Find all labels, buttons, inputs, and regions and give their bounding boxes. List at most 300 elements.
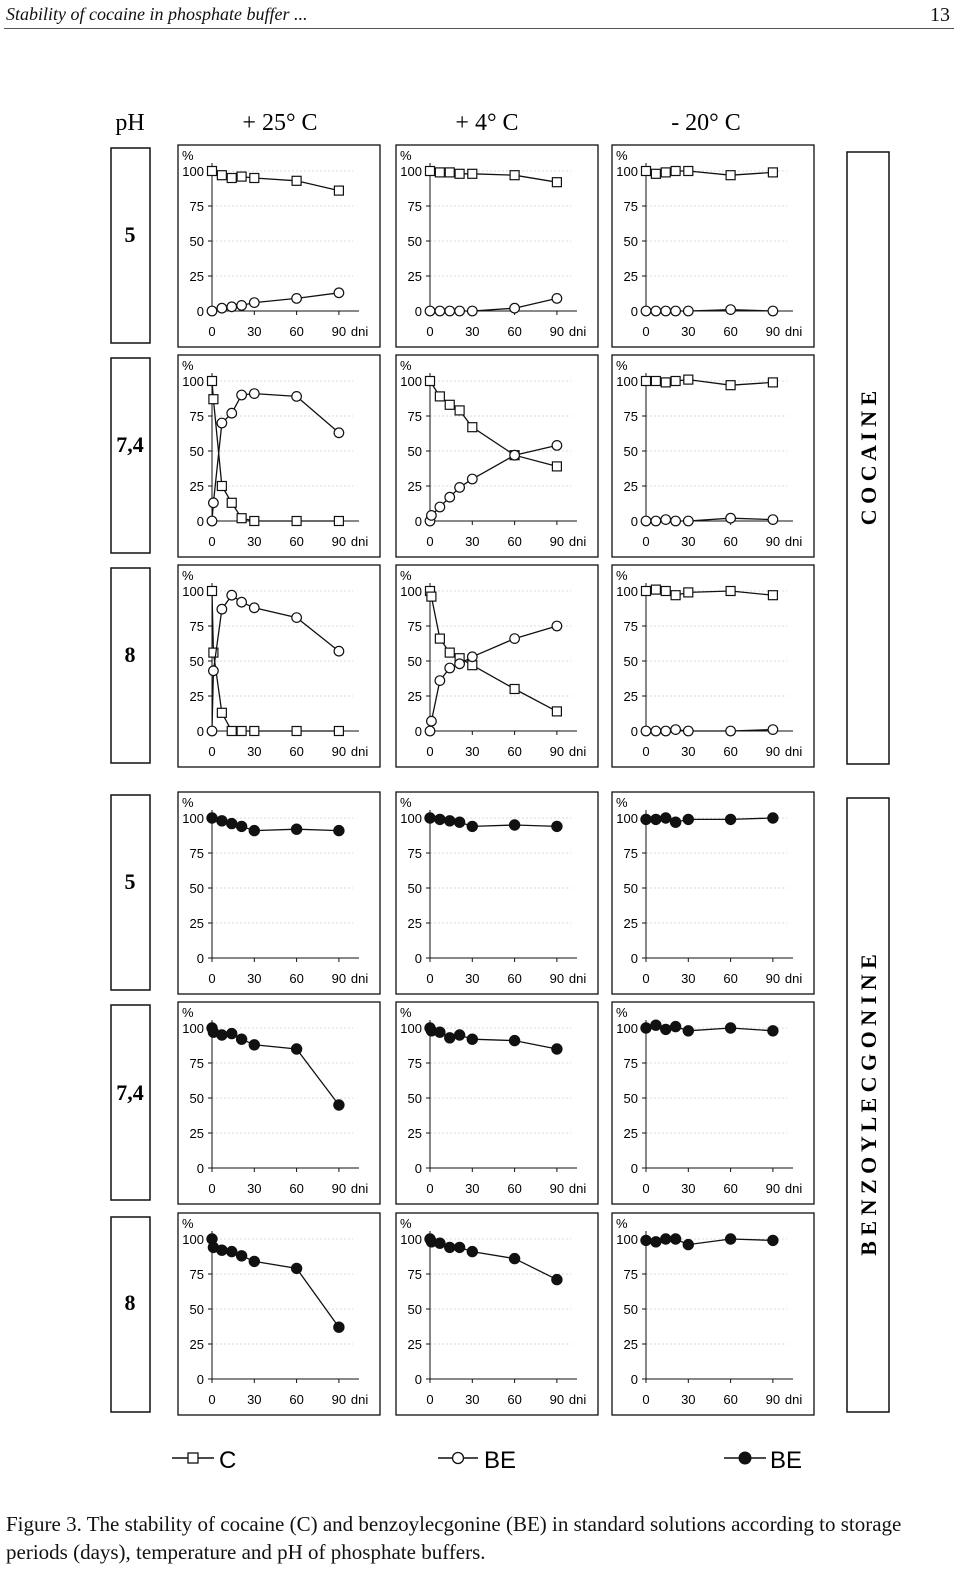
data-point-be — [454, 817, 464, 827]
panel-be-ph5-t25 — [178, 792, 380, 994]
x-tick-label: 60 — [507, 1392, 522, 1407]
x-tick-label: 30 — [681, 971, 696, 986]
data-point-be — [683, 1239, 693, 1249]
y-tick-label: 25 — [407, 1126, 422, 1141]
x-tick-label: 60 — [507, 744, 522, 759]
data-point-c — [455, 406, 464, 415]
x-tick-label: 90 — [765, 534, 781, 549]
data-point-c — [227, 727, 236, 736]
data-point-c — [237, 727, 246, 736]
x-tick-label: 30 — [247, 1181, 262, 1196]
x-tick-label: 0 — [208, 744, 216, 759]
data-point-be — [217, 604, 227, 614]
panel-be-ph74-t25 — [178, 1002, 380, 1204]
x-tick-label: 30 — [681, 1181, 696, 1196]
y-tick-label: 0 — [414, 724, 422, 739]
data-point-be — [726, 513, 736, 523]
y-tick-label: 25 — [189, 689, 204, 704]
y-unit-label: % — [182, 1005, 194, 1020]
data-point-be — [661, 1024, 671, 1034]
figure-caption: Figure 3. The stability of cocaine (C) and benzoylecgonine (BE) in standard solutions according to storage periods (days), temperature and pH of phosphate buffers. — [6, 1512, 902, 1564]
x-tick-label: 0 — [426, 534, 434, 549]
data-point-be — [768, 515, 778, 525]
x-unit-label: dni — [350, 971, 369, 986]
y-tick-label: 25 — [407, 479, 422, 494]
x-tick-label: 90 — [331, 324, 347, 339]
data-point-be — [207, 516, 217, 526]
data-point-be — [725, 1023, 735, 1033]
y-unit-label: % — [616, 1216, 628, 1231]
y-tick-label: 100 — [182, 164, 204, 179]
data-point-c — [455, 169, 464, 178]
y-tick-label: 25 — [623, 1337, 638, 1352]
x-tick-label: 90 — [765, 1181, 781, 1196]
y-tick-label: 100 — [616, 811, 638, 826]
data-point-be — [236, 821, 246, 831]
data-point-be — [670, 1021, 680, 1031]
data-point-be — [467, 1246, 477, 1256]
data-point-be — [641, 1023, 651, 1033]
data-point-be — [725, 1234, 735, 1244]
x-tick-label: 60 — [507, 1181, 522, 1196]
data-point-be — [651, 1020, 661, 1030]
y-tick-label: 75 — [189, 846, 204, 861]
x-tick-label: 30 — [681, 744, 696, 759]
data-point-be — [425, 306, 435, 316]
data-point-be — [217, 1245, 227, 1255]
y-tick-label: 50 — [623, 1302, 638, 1317]
y-unit-label: % — [182, 795, 194, 810]
ph-label-be-8: 8 — [124, 1290, 136, 1315]
data-point-be — [292, 613, 302, 623]
y-tick-label: 75 — [623, 1267, 638, 1282]
data-point-be — [334, 428, 344, 438]
y-tick-label: 0 — [196, 514, 204, 529]
data-point-be — [425, 813, 435, 823]
data-point-c — [768, 591, 777, 600]
data-point-be — [684, 306, 694, 316]
y-tick-label: 100 — [182, 584, 204, 599]
legend-label-be-open: BE — [484, 1447, 517, 1474]
x-tick-label: 0 — [208, 1392, 216, 1407]
data-point-be — [227, 1028, 237, 1038]
y-tick-label: 100 — [616, 164, 638, 179]
y-tick-label: 75 — [189, 619, 204, 634]
data-point-be — [468, 474, 478, 484]
data-point-c — [237, 172, 246, 181]
y-unit-label: % — [182, 358, 194, 373]
data-point-be — [726, 305, 736, 315]
data-point-c — [208, 377, 217, 386]
data-point-c — [661, 587, 670, 596]
data-point-be — [445, 663, 455, 673]
x-unit-label: dni — [350, 324, 369, 339]
data-point-be — [670, 817, 680, 827]
data-point-be — [641, 726, 651, 736]
data-point-be — [291, 1263, 301, 1273]
y-tick-label: 100 — [182, 1021, 204, 1036]
data-point-be — [237, 390, 247, 400]
y-tick-label: 75 — [623, 1056, 638, 1071]
page-number: 13 — [930, 4, 950, 26]
data-point-be — [661, 726, 671, 736]
data-point-be — [509, 1253, 519, 1263]
data-point-be — [651, 1237, 661, 1247]
data-point-c — [642, 167, 651, 176]
data-point-be — [292, 392, 302, 402]
x-tick-label: 30 — [465, 1181, 480, 1196]
data-point-be — [250, 603, 260, 613]
data-point-be — [641, 1235, 651, 1245]
data-point-c — [250, 517, 259, 526]
y-tick-label: 50 — [407, 1302, 422, 1317]
data-point-be — [445, 1033, 455, 1043]
data-point-c — [435, 392, 444, 401]
x-unit-label: dni — [568, 971, 587, 986]
y-tick-label: 25 — [623, 479, 638, 494]
x-tick-label: 60 — [289, 744, 304, 759]
data-point-c — [671, 377, 680, 386]
x-tick-label: 60 — [289, 1181, 304, 1196]
data-point-c — [292, 727, 301, 736]
panel-c-ph5-t4 — [396, 145, 598, 347]
x-tick-label: 90 — [765, 1392, 781, 1407]
x-unit-label: dni — [568, 1181, 587, 1196]
data-point-be — [455, 659, 465, 669]
data-point-c — [217, 708, 226, 717]
data-point-be — [334, 825, 344, 835]
data-point-be — [651, 726, 661, 736]
y-unit-label: % — [616, 1005, 628, 1020]
panel-be-ph5-t4 — [396, 792, 598, 994]
y-tick-label: 0 — [196, 304, 204, 319]
x-tick-label: 90 — [549, 971, 565, 986]
legend-label-be-filled: BE — [770, 1447, 803, 1474]
y-tick-label: 0 — [630, 514, 638, 529]
y-tick-label: 100 — [616, 374, 638, 389]
data-point-be — [552, 1044, 562, 1054]
x-tick-label: 0 — [426, 324, 434, 339]
data-point-be — [684, 516, 694, 526]
data-point-be — [217, 418, 227, 428]
data-point-c — [661, 378, 670, 387]
x-tick-label: 0 — [642, 1181, 650, 1196]
data-point-be — [509, 1035, 519, 1045]
data-point-be — [227, 408, 237, 418]
data-point-c — [684, 588, 693, 597]
x-tick-label: 60 — [723, 971, 738, 986]
y-unit-label: % — [400, 795, 412, 810]
data-point-c — [435, 168, 444, 177]
y-tick-label: 100 — [400, 584, 422, 599]
data-point-c — [445, 400, 454, 409]
y-tick-label: 50 — [189, 1091, 204, 1106]
data-point-be — [209, 666, 219, 676]
x-tick-label: 90 — [549, 1392, 565, 1407]
x-tick-label: 90 — [331, 1181, 347, 1196]
x-tick-label: 60 — [289, 324, 304, 339]
temp-label-minus20: - 20° C — [671, 110, 741, 136]
panel-be-ph8-t25 — [178, 1213, 380, 1415]
data-point-be — [227, 818, 237, 828]
y-tick-label: 75 — [407, 846, 422, 861]
y-tick-label: 25 — [623, 916, 638, 931]
x-tick-label: 90 — [765, 324, 781, 339]
x-tick-label: 0 — [642, 534, 650, 549]
data-point-c — [292, 176, 301, 185]
data-point-c — [468, 423, 477, 432]
data-point-c — [642, 377, 651, 386]
data-point-be — [683, 1026, 693, 1036]
data-point-be — [768, 1026, 778, 1036]
data-point-be — [249, 1256, 259, 1266]
y-tick-label: 50 — [407, 1091, 422, 1106]
x-tick-label: 0 — [426, 1392, 434, 1407]
y-tick-label: 75 — [407, 199, 422, 214]
x-tick-label: 90 — [331, 971, 347, 986]
x-tick-label: 60 — [507, 324, 522, 339]
x-unit-label: dni — [784, 1181, 803, 1196]
data-point-be — [435, 502, 445, 512]
data-point-be — [651, 814, 661, 824]
x-tick-label: 0 — [208, 971, 216, 986]
data-point-c — [552, 462, 561, 471]
x-tick-label: 60 — [289, 534, 304, 549]
data-point-be — [334, 1322, 344, 1332]
data-point-be — [334, 288, 344, 298]
data-point-be — [227, 1246, 237, 1256]
x-tick-label: 0 — [642, 971, 650, 986]
data-point-be — [445, 1242, 455, 1252]
panel-be-ph8-tminus20 — [612, 1213, 814, 1415]
data-point-c — [334, 186, 343, 195]
data-point-be — [227, 302, 237, 312]
data-point-be — [468, 652, 478, 662]
y-tick-label: 50 — [623, 444, 638, 459]
ph-label-be-5: 5 — [124, 869, 136, 894]
data-point-be — [455, 306, 465, 316]
y-tick-label: 0 — [630, 1161, 638, 1176]
data-point-be — [467, 821, 477, 831]
data-point-be — [651, 516, 661, 526]
y-tick-label: 50 — [623, 654, 638, 669]
y-tick-label: 25 — [189, 479, 204, 494]
y-tick-label: 75 — [407, 619, 422, 634]
y-tick-label: 75 — [189, 1267, 204, 1282]
data-point-be — [291, 1044, 301, 1054]
y-tick-label: 25 — [189, 269, 204, 284]
x-unit-label: dni — [784, 534, 803, 549]
y-unit-label: % — [400, 1005, 412, 1020]
x-tick-label: 60 — [289, 971, 304, 986]
data-point-be — [435, 1238, 445, 1248]
ph-label-cocaine-74: 7,4 — [116, 432, 144, 457]
y-unit-label: % — [400, 1216, 412, 1231]
x-tick-label: 90 — [331, 1392, 347, 1407]
x-unit-label: dni — [784, 324, 803, 339]
y-tick-label: 0 — [196, 1161, 204, 1176]
data-point-be — [207, 306, 217, 316]
data-point-c — [209, 395, 218, 404]
y-tick-label: 50 — [189, 444, 204, 459]
x-unit-label: dni — [350, 1392, 369, 1407]
panel-c-ph5-t25 — [178, 145, 380, 347]
side-label-cocaine: C O C A I N E — [856, 390, 881, 526]
y-unit-label: % — [616, 148, 628, 163]
y-tick-label: 25 — [189, 1337, 204, 1352]
y-tick-label: 75 — [407, 409, 422, 424]
data-point-c — [671, 167, 680, 176]
data-point-c — [768, 378, 777, 387]
data-point-be — [249, 825, 259, 835]
data-point-be — [641, 306, 651, 316]
y-tick-label: 25 — [407, 269, 422, 284]
data-point-be — [651, 306, 661, 316]
x-tick-label: 30 — [247, 971, 262, 986]
x-tick-label: 30 — [465, 324, 480, 339]
data-point-be — [236, 1251, 246, 1261]
x-unit-label: dni — [350, 534, 369, 549]
y-tick-label: 75 — [623, 846, 638, 861]
y-unit-label: % — [616, 795, 628, 810]
data-point-be — [670, 1234, 680, 1244]
data-point-be — [427, 511, 437, 521]
x-tick-label: 30 — [681, 1392, 696, 1407]
temp-label-4: + 4° C — [455, 110, 519, 136]
data-point-c — [334, 727, 343, 736]
data-point-be — [725, 814, 735, 824]
y-unit-label: % — [616, 568, 628, 583]
data-point-be — [510, 303, 520, 313]
y-tick-label: 100 — [616, 1021, 638, 1036]
x-unit-label: dni — [568, 1392, 587, 1407]
data-point-c — [334, 517, 343, 526]
y-tick-label: 75 — [407, 1267, 422, 1282]
data-point-be — [661, 306, 671, 316]
y-tick-label: 50 — [623, 1091, 638, 1106]
x-tick-label: 60 — [723, 1392, 738, 1407]
data-point-be — [768, 813, 778, 823]
ph-label-cocaine-8: 8 — [124, 642, 136, 667]
data-point-be — [237, 301, 247, 311]
y-tick-label: 25 — [407, 689, 422, 704]
panel-c-ph8-t4 — [396, 565, 598, 767]
y-tick-label: 0 — [630, 724, 638, 739]
data-point-be — [671, 516, 681, 526]
panel-be-ph74-t4 — [396, 1002, 598, 1204]
data-point-be — [552, 821, 562, 831]
x-tick-label: 60 — [507, 534, 522, 549]
x-tick-label: 0 — [642, 1392, 650, 1407]
x-tick-label: 90 — [549, 744, 565, 759]
x-tick-label: 0 — [208, 534, 216, 549]
y-tick-label: 75 — [623, 409, 638, 424]
y-tick-label: 50 — [407, 881, 422, 896]
y-unit-label: % — [616, 358, 628, 373]
x-tick-label: 0 — [208, 1181, 216, 1196]
data-point-be — [435, 676, 445, 686]
data-point-c — [726, 587, 735, 596]
x-tick-label: 60 — [507, 971, 522, 986]
data-point-be — [552, 621, 562, 631]
y-tick-label: 0 — [414, 1372, 422, 1387]
data-point-c — [651, 169, 660, 178]
data-point-be — [227, 590, 237, 600]
data-point-be — [454, 1030, 464, 1040]
y-tick-label: 0 — [630, 1372, 638, 1387]
data-point-be — [552, 441, 562, 451]
data-point-be — [250, 298, 260, 308]
y-tick-label: 75 — [189, 199, 204, 214]
y-tick-label: 100 — [182, 374, 204, 389]
data-point-c — [426, 377, 435, 386]
data-point-c — [435, 634, 444, 643]
x-tick-label: 0 — [426, 1181, 434, 1196]
x-unit-label: dni — [568, 534, 587, 549]
x-tick-label: 30 — [681, 534, 696, 549]
x-tick-label: 60 — [289, 1392, 304, 1407]
y-unit-label: % — [400, 358, 412, 373]
x-tick-label: 0 — [426, 744, 434, 759]
y-tick-label: 25 — [189, 916, 204, 931]
data-point-be — [468, 306, 478, 316]
x-tick-label: 60 — [723, 324, 738, 339]
y-tick-label: 100 — [182, 1232, 204, 1247]
x-tick-label: 30 — [465, 971, 480, 986]
y-tick-label: 50 — [407, 444, 422, 459]
x-tick-label: 30 — [247, 324, 262, 339]
temp-label-25: + 25° C — [242, 110, 318, 136]
data-point-be — [661, 515, 671, 525]
y-tick-label: 100 — [400, 164, 422, 179]
y-tick-label: 75 — [189, 409, 204, 424]
legend-open-circle-marker — [453, 1453, 464, 1464]
x-tick-label: 60 — [723, 1181, 738, 1196]
data-point-c — [510, 685, 519, 694]
data-point-be — [768, 1235, 778, 1245]
data-point-c — [651, 585, 660, 594]
y-tick-label: 75 — [189, 1056, 204, 1071]
data-point-c — [445, 168, 454, 177]
y-tick-label: 50 — [189, 1302, 204, 1317]
data-point-c — [768, 168, 777, 177]
y-tick-label: 50 — [189, 654, 204, 669]
data-point-be — [510, 634, 520, 644]
y-tick-label: 0 — [196, 724, 204, 739]
y-unit-label: % — [182, 568, 194, 583]
y-tick-label: 100 — [400, 374, 422, 389]
data-point-be — [671, 306, 681, 316]
data-point-be — [454, 1242, 464, 1252]
data-point-be — [552, 1274, 562, 1284]
y-tick-label: 50 — [189, 881, 204, 896]
data-point-be — [427, 716, 437, 726]
data-point-be — [249, 1040, 259, 1050]
y-tick-label: 25 — [623, 689, 638, 704]
x-tick-label: 90 — [549, 534, 565, 549]
y-tick-label: 0 — [196, 1372, 204, 1387]
data-point-c — [684, 375, 693, 384]
data-point-be — [661, 1234, 671, 1244]
panel-c-ph8-t25 — [178, 565, 380, 767]
y-tick-label: 0 — [414, 514, 422, 529]
side-label-benzoylecgonine: B E N Z O Y L E C G O N I N E — [856, 954, 881, 1256]
data-point-be — [445, 492, 455, 502]
data-point-be — [207, 726, 217, 736]
data-point-be — [334, 646, 344, 656]
x-tick-label: 90 — [765, 971, 781, 986]
y-tick-label: 0 — [414, 951, 422, 966]
